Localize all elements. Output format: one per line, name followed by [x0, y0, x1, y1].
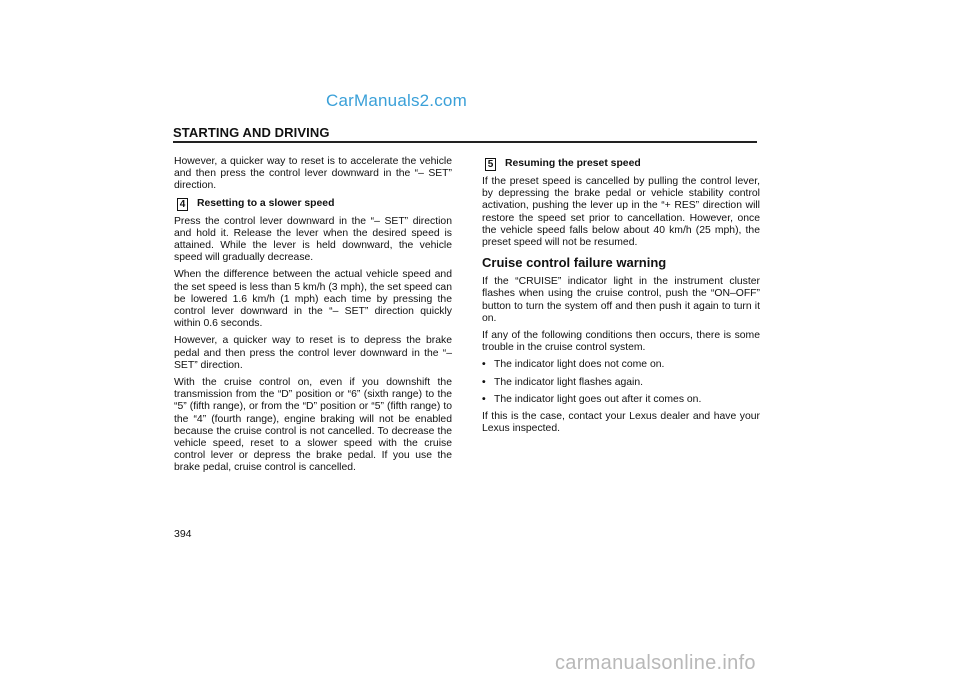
bullet-icon: • [482, 376, 486, 388]
bullet-icon: • [482, 393, 486, 405]
subheading-title: Resetting to a slower speed [197, 198, 335, 209]
bullet-text: The indicator light goes out after it comes on. [494, 393, 702, 405]
left-paragraph-1: However, a quicker way to reset is to accelerate the vehicle and then press the control lever downward in the “– SET” direction. [174, 156, 452, 192]
left-paragraph-2: Press the control lever downward in the “– SET” direction and hold it. Release the lever when the desired speed is attained. While the lever is held downward, the vehicle speed will gradually decrease. [174, 215, 452, 264]
right-paragraph-4: If this is the case, contact your Lexus dealer and have your Lexus inspected. [482, 411, 760, 435]
step-number-5: 5 [485, 158, 496, 171]
left-paragraph-3: When the difference between the actual vehicle speed and the set speed is less than 5 km/h (3 mph), the set speed can be lowered 1.6 km/h (1 mph) each time by pressing the control lever downward in the “– SET” direction quickly within 0.6 seconds. [174, 269, 452, 330]
bullet-icon: • [482, 359, 486, 371]
bullet-text: The indicator light flashes again. [494, 376, 644, 388]
left-paragraph-4: However, a quicker way to reset is to depress the brake pedal and then press the control lever downward in the “– SET” direction. [174, 335, 452, 371]
bullet-text: The indicator light does not come on. [494, 359, 665, 371]
watermark-top: CarManuals2.com [326, 91, 467, 110]
subheading-resuming-speed [482, 158, 760, 171]
list-item [482, 377, 760, 389]
subheading-title: Resuming the preset speed [505, 158, 641, 170]
header-rule [173, 141, 757, 143]
subheading-resetting-slower [174, 198, 452, 211]
list-item [482, 359, 760, 371]
step-number-4: 4 [177, 198, 188, 211]
list-item [482, 394, 760, 406]
heading-cruise-failure: Cruise control failure warning [482, 255, 667, 271]
page-number: 394 [174, 528, 192, 540]
section-header: STARTING AND DRIVING [173, 125, 330, 140]
right-paragraph-3: If any of the following conditions then occurs, there is some trouble in the cruise control system. [482, 330, 760, 354]
right-column [482, 156, 760, 440]
right-paragraph-2: If the “CRUISE” indicator light in the instrument cluster flashes when using the cruise control, push the “ON–OFF” button to turn the system off and then push it again to turn it on. [482, 276, 760, 324]
right-paragraph-1: If the preset speed is cancelled by pulling the control lever, by depressing the brake pedal or vehicle stability control activation, pushing the lever up in the “+ RES” direction will restore the speed set prior to cancellation. However, once the vehicle speed falls below about 40 km/h (25 mph), the preset speed will not be resumed. [482, 176, 760, 249]
watermark-bottom: carmanualsonline.info [555, 652, 756, 674]
left-column [174, 156, 452, 480]
left-paragraph-5: With the cruise control on, even if you downshift the transmission from the “D” position or “6” (sixth range) to the “5” (fifth range), or from the “D” position or “5” (fifth range) to the “4” (fourth range), engine braking will not be enabled because the cruise control is not cancelled. To decrease the vehicle speed, reset to a slower speed with the cruise control lever or depress the brake pedal. If you use the brake pedal, cruise control is cancelled. [174, 377, 452, 474]
